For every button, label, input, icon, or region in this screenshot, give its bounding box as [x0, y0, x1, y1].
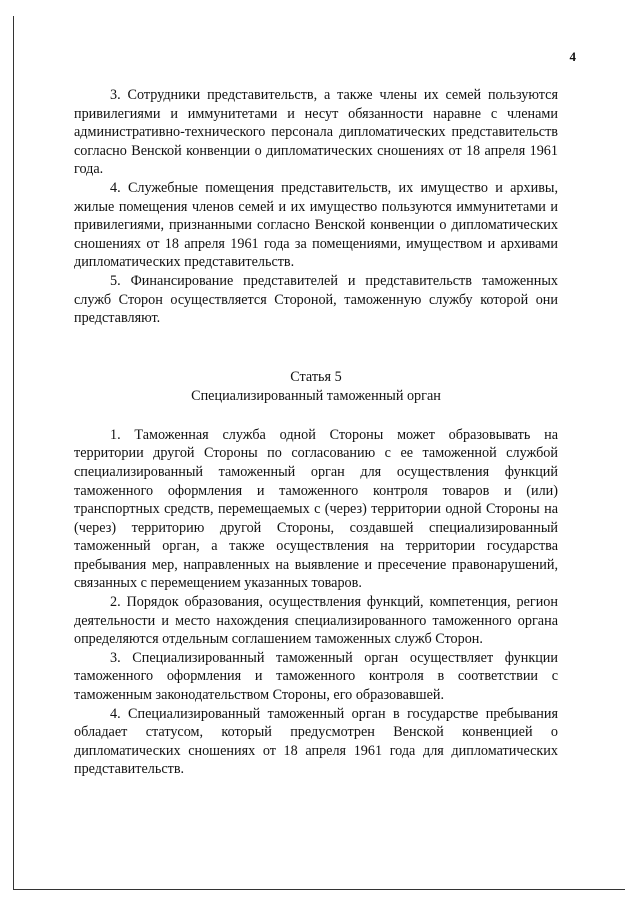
- paragraph-5: 5. Финансирование представителей и представительств таможенных служб Сторон осуществляется Стороной, таможенную службу которой они представляют.: [74, 272, 558, 327]
- article-number: Статья 5: [290, 368, 342, 385]
- article-paragraph-3: 3. Специализированный таможенный орган осуществляет функции таможенного оформления и таможенного контроля в соответствии с таможенным законодательством Стороны, его образовавшей.: [74, 649, 558, 704]
- paragraph-4: 4. Служебные помещения представительств, их имущество и архивы, жилые помещения членов семей и их имущество пользуются иммунитетами и привилегиями, признанными согласно Венской конвенции о дипломатических сношениях от 18 апреля 1961 года за помещениями, имуществом и архивами дипломатических представительств.: [74, 179, 558, 271]
- document-body: [74, 86, 558, 779]
- paragraph-3: 3. Сотрудники представительств, а также члены их семей пользуются привилегиями и иммунитетами и несут обязанности наравне с членами административно-технического персонала дипломатических представительств согласно Венской конвенции о дипломатических сношениях от 18 апреля 1961 года.: [74, 87, 558, 178]
- page-number: 4: [569, 49, 576, 64]
- article-paragraph-4: 4. Специализированный таможенный орган в государстве пребывания обладает статусом, который предусмотрен Венской конвенцией о дипломатических сношениях от 18 апреля 1961 года для дипломатических представительств.: [74, 705, 558, 778]
- article-title: Специализированный таможенный орган: [191, 387, 441, 404]
- article-paragraph-1: 1. Таможенная служба одной Стороны может образовывать на территории другой Стороны по согласованию с ее таможенной службой специализированный таможенный орган для осуществления функций таможенного оформления и таможенного контроля товаров и (или) транспортных средств, перемещаемых с (через) территории одной Стороны на (через) территорию другой Стороны, создавшей специализированный таможенный орган, а также осуществления на территории государства пребывания мер, направленных на выявление и пресечение правонарушений, связанных с перемещением указанных товаров.: [74, 426, 558, 592]
- article-heading: [74, 368, 558, 406]
- article-paragraph-2: 2. Порядок образования, осуществления функций, компетенция, регион деятельности и место нахождения специализированного таможенного органа определяются отдельным соглашением таможенных служб Сторон.: [74, 594, 558, 648]
